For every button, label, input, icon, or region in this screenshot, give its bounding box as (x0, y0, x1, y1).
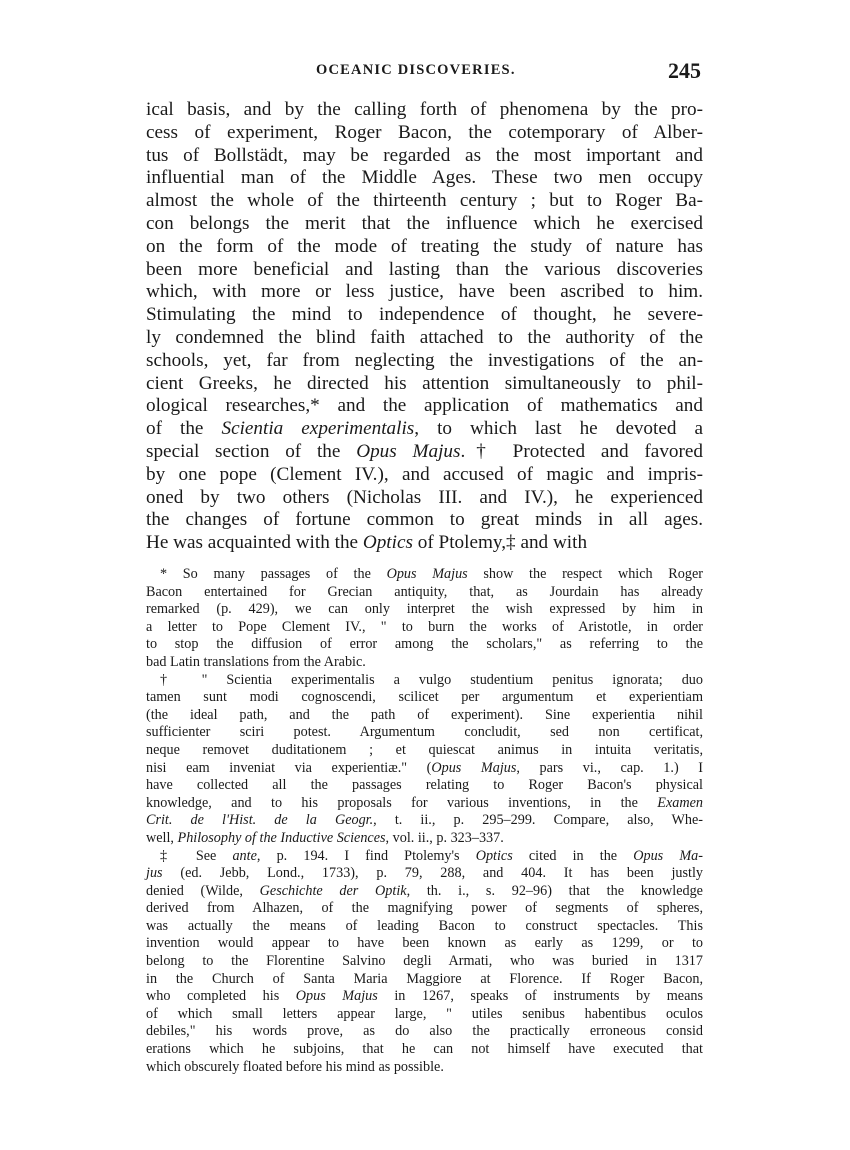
footnote-line: sufficienter sciri potest. Argumentum concludit, sed non certificat, (146, 724, 703, 741)
body-line: almost the whole of the thirteenth century ; but to Roger Ba- (146, 190, 703, 212)
body-line: which, with more or less justice, have been ascribed to him. (146, 281, 703, 303)
footnote-line: knowledge, and to his proposals for various inventions, in the Examen (146, 794, 703, 811)
footnote-line: jus (ed. Jebb, Lond., 1733), p. 79, 288, and 404. It has been justly (146, 865, 703, 882)
footnote-line: denied (Wilde, Geschichte der Optik, th. i., s. 92–96) that the knowledge (146, 882, 703, 899)
book-page (146, 0, 703, 1150)
footnote-line: Crit. de l'Hist. de la Geogr., t. ii., p. 295–299. Compare, also, Whe- (146, 812, 703, 829)
footnote-line: * So many passages of the Opus Majus show the respect which Roger (160, 566, 703, 582)
body-line: by one pope (Clement IV.), and accused of magic and impris- (146, 463, 703, 485)
footnote-line: nisi eam inveniat via experientiæ." (Opus Majus, pars vi., cap. 1.) I (146, 759, 703, 776)
footnote-line: † " Scientia experimentalis a vulgo studentium penitus ignorata; duo (160, 671, 703, 688)
body-line: cient Greeks, he directed his attention simultaneously to phil- (146, 372, 703, 394)
footnote-line: was actually the means of leading Bacon to construct spectacles. This (146, 917, 703, 934)
footnote-line: well, Philosophy of the Inductive Sciences, vol. ii., p. 323–337. (146, 829, 504, 846)
page-header (146, 58, 703, 88)
page-number: 245 (668, 58, 701, 83)
body-line: cess of experiment, Roger Bacon, the cotemporary of Alber- (146, 121, 703, 143)
body-line: the changes of fortune common to great minds in all ages. (146, 509, 703, 531)
footnote-line: which obscurely floated before his mind as possible. (146, 1058, 444, 1075)
footnote-line: a letter to Pope Clement IV., " to burn the works of Aristotle, in order (146, 618, 703, 635)
body-line: oned by two others (Nicholas III. and IV.), he experienced (146, 486, 703, 508)
body-line: influential man of the Middle Ages. These two men occupy (146, 167, 703, 189)
footnote-line: (the ideal path, and the path of experiment). Sine experientia nihil (146, 706, 703, 723)
body-line: ly condemned the blind faith attached to the authority of the (146, 326, 703, 348)
body-line: on the form of the mode of treating the study of nature has (146, 235, 703, 257)
footnote-line: who completed his Opus Majus in 1267, speaks of instruments by means (146, 988, 703, 1005)
body-line: Stimulating the mind to independence of thought, he severe- (146, 304, 703, 326)
body-text (146, 99, 703, 555)
footnote-line: of which small letters appear large, " utiles senibus habentibus oculos (146, 1005, 703, 1022)
footnote-line: have collected all the passages relating to Roger Bacon's physical (146, 777, 703, 794)
body-line: con belongs the merit that the influence which he exercised (146, 212, 703, 234)
body-line: ical basis, and by the calling forth of phenomena by the pro- (146, 99, 703, 120)
footnote-line: erations which he subjoins, that he can not himself have executed that (146, 1041, 703, 1058)
footnote-line: belong to the Florentine Salvino degli Armati, who was buried in 1317 (146, 953, 703, 970)
footnote-line: debiles," his words prove, as do also the practically erroneous consid (146, 1023, 703, 1040)
body-line: He was acquainted with the Optics of Ptolemy,‡ and with (146, 532, 588, 554)
footnote-line: to stop the diffusion of error among the scholars," as referring to the (146, 636, 703, 653)
body-line: tus of Bollstädt, may be regarded as the most important and (146, 144, 703, 166)
footnote-line: Bacon entertained for Grecian antiquity, that, as Jourdain has already (146, 583, 703, 600)
footnote-line: invention would appear to have been known as early as 1299, or to (146, 935, 703, 952)
footnote-line: bad Latin translations from the Arabic. (146, 653, 366, 670)
body-line: been more beneficial and lasting than the various discoveries (146, 258, 703, 280)
body-line: special section of the Opus Majus.† Protected and favored (146, 440, 704, 462)
footnote-line: in the Church of Santa Maria Maggiore at Florence. If Roger Bacon, (146, 970, 703, 987)
body-line: schools, yet, far from neglecting the investigations of the an- (146, 349, 703, 371)
running-head: OCEANIC DISCOVERIES. (316, 62, 516, 78)
footnote-line: remarked (p. 429), we can only interpret the wish expressed by him in (146, 601, 703, 618)
footnote-line: ‡ See ante, p. 194. I find Ptolemy's Optics cited in the Opus Ma- (160, 847, 703, 864)
footnote-line: tamen sunt modi cognoscendi, scilicet per argumentum et experientiam (146, 689, 703, 706)
footnote-line: derived from Alhazen, of the magnifying power of segments of spheres, (146, 900, 703, 917)
body-line: of the Scientia experimentalis, to which last he devoted a (146, 418, 703, 440)
body-line: ological researches,* and the application of mathematics and (146, 395, 703, 417)
footnote-line: neque removet duditationem ; et quiescat animus in intuita veritatis, (146, 741, 703, 758)
footnotes (146, 566, 703, 1076)
